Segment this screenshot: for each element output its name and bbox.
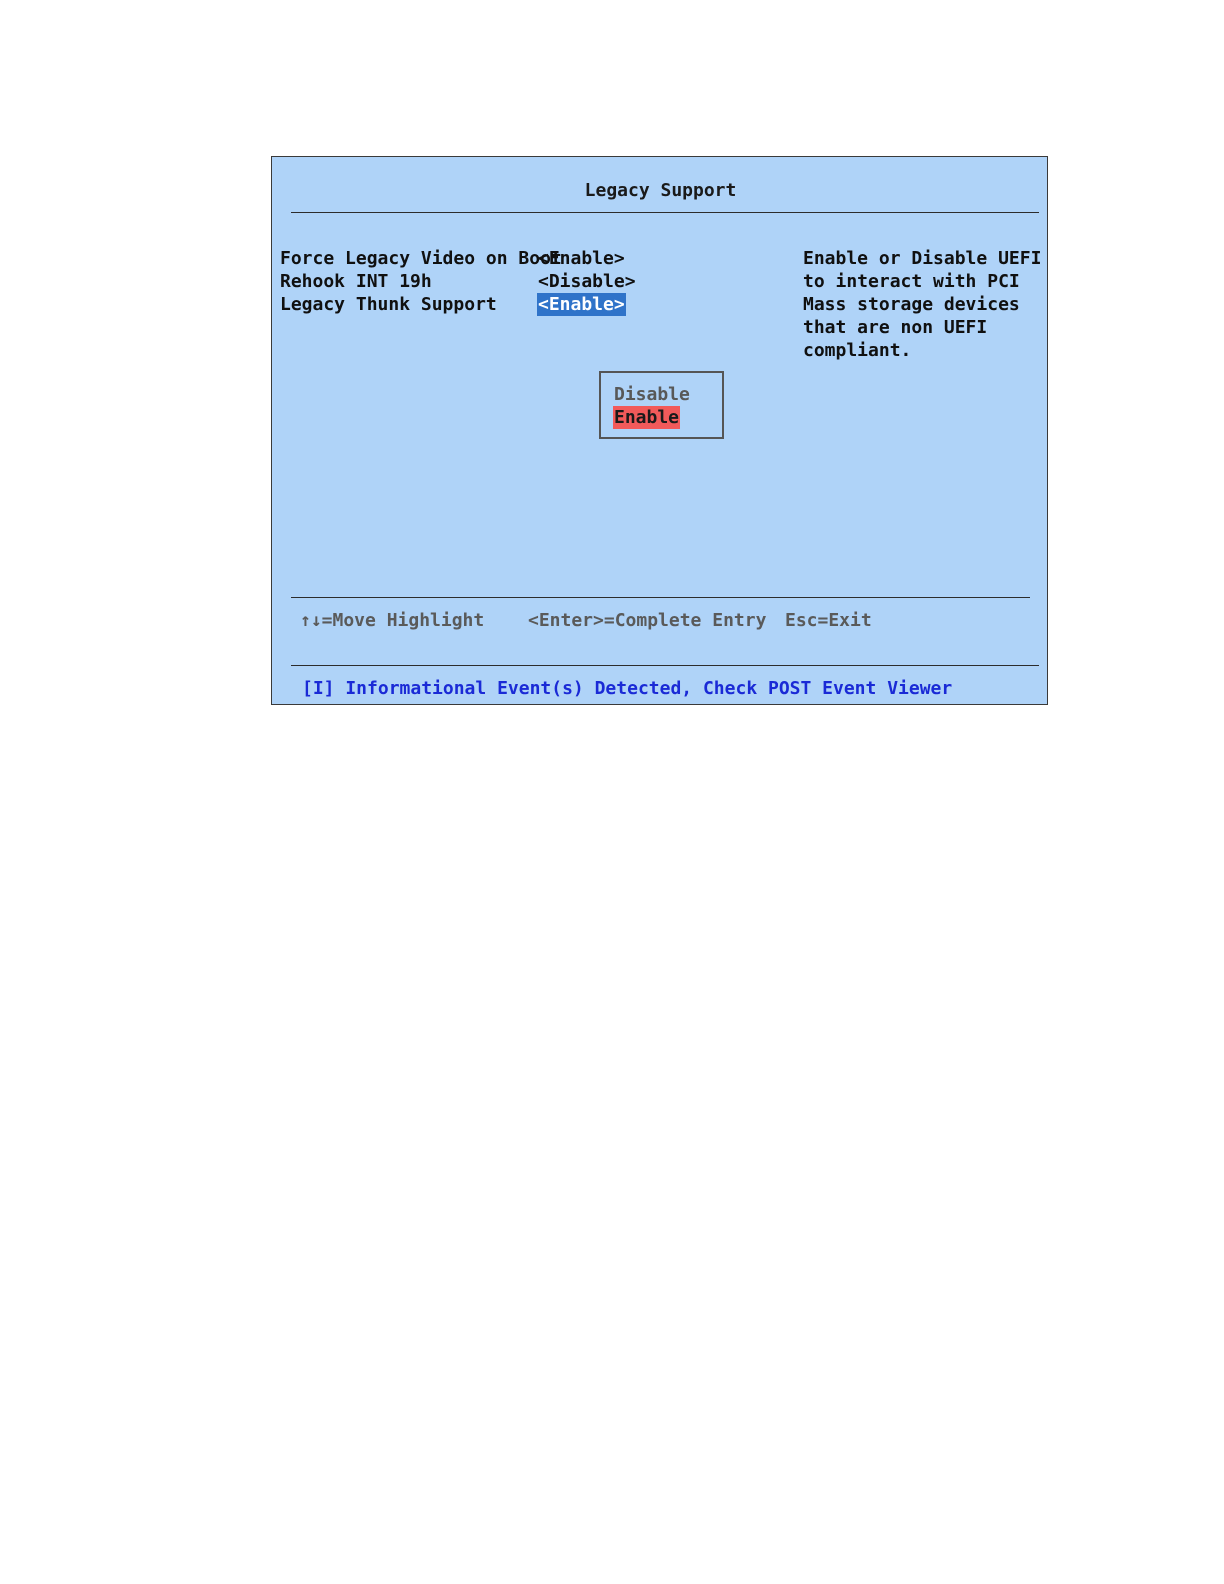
setting-label: Legacy Thunk Support	[280, 294, 497, 315]
help-line: compliant.	[803, 340, 912, 361]
help-line: Mass storage devices	[803, 294, 1020, 315]
key-legend	[272, 609, 1047, 632]
help-line: to interact with PCI	[803, 271, 1020, 292]
setting-legacy-thunk-support[interactable]	[280, 293, 800, 316]
status-message: [I] Informational Event(s) Detected, Check POST Event Viewer	[302, 678, 953, 699]
bios-setup-screen	[271, 156, 1048, 705]
setting-rehook-int19h[interactable]	[280, 270, 800, 293]
key-complete-entry: <Enter>=Complete Entry	[528, 610, 767, 631]
setting-force-legacy-video[interactable]	[280, 247, 800, 270]
settings-list	[280, 247, 800, 316]
setting-label: Force Legacy Video on Boot	[280, 248, 562, 269]
status-divider	[291, 665, 1039, 666]
help-text-panel	[803, 247, 1043, 362]
popup-option-disable[interactable]: Disable	[614, 384, 690, 405]
key-move-highlight: ↑↓=Move Highlight	[300, 610, 485, 631]
help-line: Enable or Disable UEFI	[803, 248, 1042, 269]
option-popup	[599, 371, 724, 439]
page-title: Legacy Support	[584, 180, 737, 201]
setting-value-selected[interactable]: <Enable>	[538, 294, 625, 315]
keys-divider	[291, 597, 1030, 598]
help-line: that are non UEFI	[803, 317, 988, 338]
setting-label: Rehook INT 19h	[280, 271, 432, 292]
setting-value[interactable]: <Disable>	[538, 271, 636, 292]
popup-option-enable[interactable]: Enable	[614, 407, 680, 428]
setting-value[interactable]: <Enable>	[538, 248, 625, 269]
key-exit: Esc=Exit	[785, 610, 872, 631]
title-divider	[291, 212, 1039, 213]
